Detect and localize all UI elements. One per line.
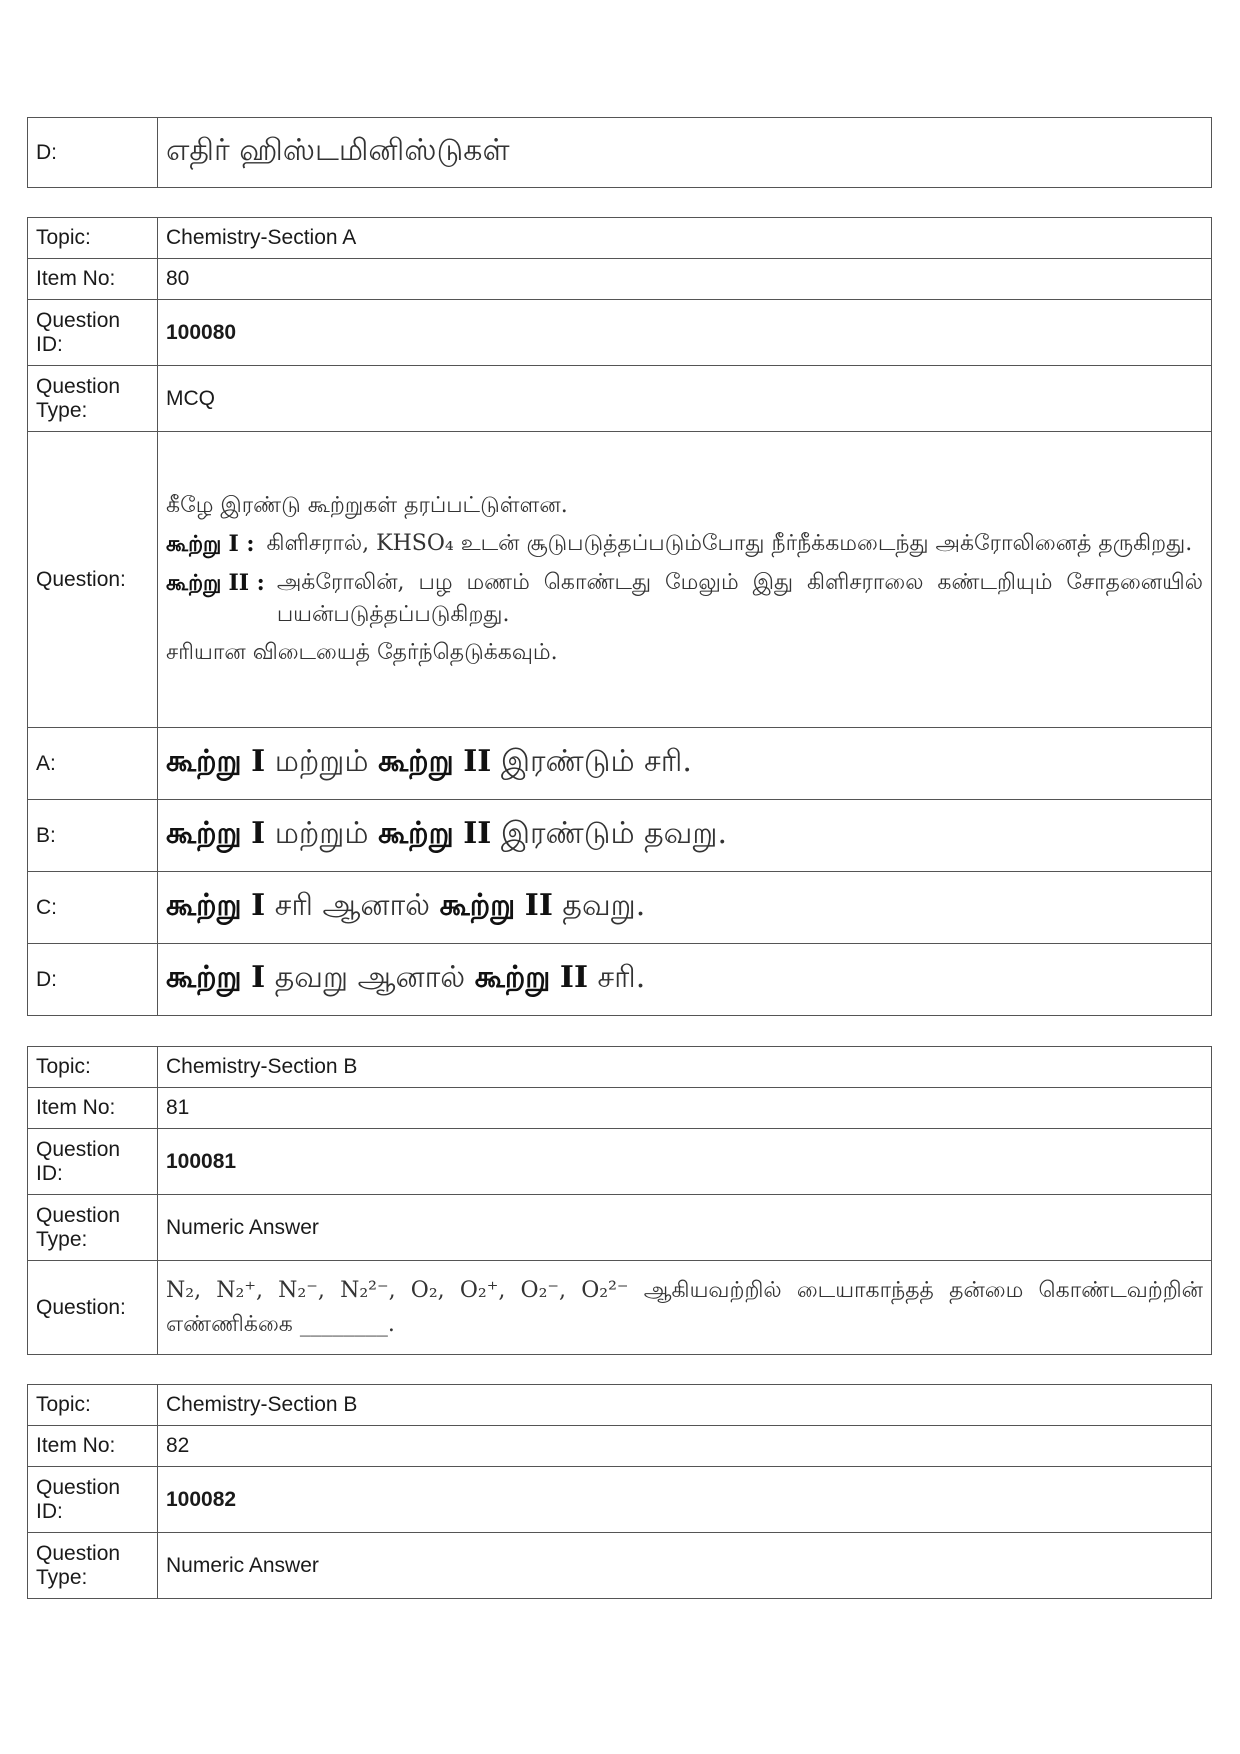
option-verdict: சரி. — [597, 960, 646, 995]
option-label: A: — [28, 728, 158, 800]
statement-1 — [166, 528, 1203, 561]
question-type-row — [28, 1533, 1212, 1599]
statement-2-num: II : — [228, 570, 265, 596]
topic-label: Topic: — [28, 1385, 158, 1426]
option-statement-word: கூற்று — [166, 888, 242, 923]
question-82-table — [27, 1384, 1212, 1599]
option-statement-word: கூற்று — [166, 744, 242, 779]
item-no-value: 82 — [158, 1426, 1212, 1467]
topic-row — [28, 218, 1212, 259]
item-no-label: Item No: — [28, 1426, 158, 1467]
option-statement-word: கூற்று — [378, 816, 454, 851]
question-type-value: Numeric Answer — [158, 1533, 1212, 1599]
question-text: N₂, N₂⁺, N₂⁻, N₂²⁻, O₂, O₂⁺, O₂⁻, O₂²⁻ ஆகியவற்றில் டையாகாந்தத் தன்மை கொண்டவற்றின் எண்ணிக்கை ________. — [166, 1277, 1203, 1337]
option-row-d — [28, 944, 1212, 1016]
question-id-row — [28, 1467, 1212, 1533]
option-text — [158, 872, 1212, 944]
option-statement-word: கூற்று — [166, 816, 242, 851]
option-row-c — [28, 872, 1212, 944]
option-text — [158, 728, 1212, 800]
question-type-label: Question Type: — [28, 1533, 158, 1599]
question-81-table — [27, 1046, 1212, 1355]
option-statement-num: I — [251, 816, 266, 851]
item-no-label: Item No: — [28, 259, 158, 300]
question-type-value: MCQ — [158, 366, 1212, 432]
topic-value: Chemistry-Section B — [158, 1385, 1212, 1426]
question-body — [158, 432, 1212, 728]
item-no-row — [28, 1088, 1212, 1129]
option-statement-word: கூற்று — [474, 960, 551, 995]
item-no-row — [28, 259, 1212, 300]
option-connector: சரி ஆனால் — [274, 888, 431, 923]
option-text — [158, 800, 1212, 872]
statement-1-num: I : — [228, 531, 255, 557]
question-id-label: Question ID: — [28, 1129, 158, 1195]
question-id-value: 100080 — [158, 300, 1212, 366]
topic-row — [28, 1047, 1212, 1088]
option-connector: மற்றும் — [274, 744, 369, 779]
question-id-label: Question ID: — [28, 1467, 158, 1533]
question-id-value: 100082 — [158, 1467, 1212, 1533]
question-type-value: Numeric Answer — [158, 1195, 1212, 1261]
topic-label: Topic: — [28, 218, 158, 259]
option-row-d — [28, 118, 1212, 188]
question-id-row — [28, 300, 1212, 366]
statement-2 — [166, 567, 1203, 631]
question-type-label: Question Type: — [28, 366, 158, 432]
option-statement-num: I — [251, 888, 266, 923]
question-intro: கீழே இரண்டு கூற்றுகள் தரப்பட்டுள்ளன. — [166, 493, 568, 518]
question-label: Question: — [28, 1261, 158, 1355]
topic-row — [28, 1385, 1212, 1426]
option-statement-num: II — [559, 960, 588, 995]
option-statement-word: கூற்று — [378, 744, 454, 779]
option-statement-num: II — [463, 816, 492, 851]
option-statement-word: கூற்று — [439, 888, 516, 923]
question-id-value: 100081 — [158, 1129, 1212, 1195]
option-connector: தவறு ஆனால் — [274, 960, 466, 995]
option-label: B: — [28, 800, 158, 872]
question-type-row — [28, 1195, 1212, 1261]
option-verdict: இரண்டும் சரி. — [500, 744, 692, 779]
question-type-row — [28, 366, 1212, 432]
option-text-value: எதிர் ஹிஸ்டமினிஸ்டுகள் — [166, 133, 510, 168]
item-no-row — [28, 1426, 1212, 1467]
prev-option-table — [27, 117, 1212, 188]
option-statement-word: கூற்று — [166, 960, 242, 995]
question-80-table — [27, 217, 1212, 1016]
question-row — [28, 432, 1212, 728]
option-connector: மற்றும் — [274, 816, 369, 851]
option-statement-num: II — [524, 888, 553, 923]
option-verdict: இரண்டும் தவறு. — [500, 816, 727, 851]
topic-value: Chemistry-Section B — [158, 1047, 1212, 1088]
option-row-b — [28, 800, 1212, 872]
option-text — [158, 118, 1212, 188]
option-label: C: — [28, 872, 158, 944]
item-no-value: 80 — [158, 259, 1212, 300]
statement-2-tag: கூற்று — [166, 570, 222, 596]
topic-label: Topic: — [28, 1047, 158, 1088]
topic-value: Chemistry-Section A — [158, 218, 1212, 259]
item-no-label: Item No: — [28, 1088, 158, 1129]
statement-2-text: அக்ரோலின், பழ மணம் கொண்டது மேலும் இது கிளிசராலை கண்டறியும் சோதனையில் பயன்படுத்தப்படுகிறது. — [276, 570, 1203, 627]
statement-1-tag: கூற்று — [166, 531, 222, 557]
question-instruction: சரியான விடையைத் தேர்ந்தெடுக்கவும். — [166, 640, 558, 665]
option-label: D: — [28, 944, 158, 1016]
item-no-value: 81 — [158, 1088, 1212, 1129]
question-label: Question: — [28, 432, 158, 728]
question-body — [158, 1261, 1212, 1355]
option-text — [158, 944, 1212, 1016]
option-row-a — [28, 728, 1212, 800]
question-row — [28, 1261, 1212, 1355]
question-type-label: Question Type: — [28, 1195, 158, 1261]
option-label: D: — [28, 118, 158, 188]
option-statement-num: I — [251, 744, 266, 779]
statement-1-text: கிளிசரால், KHSO₄ உடன் சூடுபடுத்தப்படும்போது நீர்நீக்கமடைந்து அக்ரோலினைத் தருகிறது. — [266, 531, 1193, 556]
option-verdict: தவறு. — [562, 888, 646, 923]
question-id-label: Question ID: — [28, 300, 158, 366]
option-statement-num: I — [251, 960, 266, 995]
question-id-row — [28, 1129, 1212, 1195]
option-statement-num: II — [463, 744, 492, 779]
